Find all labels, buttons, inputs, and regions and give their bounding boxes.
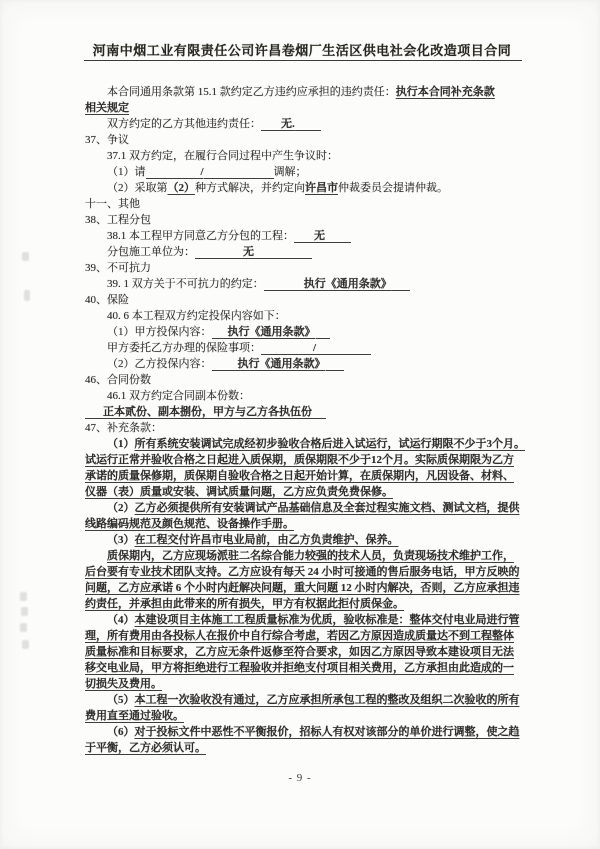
text-segment: 线路编码规范及颜色规范、设备操作手册。 [85,518,294,530]
document-line [85,660,527,676]
scan-artifact [24,290,30,301]
text-segment: 许昌市 [305,182,338,194]
text-segment: 执行《通用条款》 [303,278,392,290]
text-segment: 所有系统安装调试完成经初步验收合格后进入试运行，试运行期限不少于3个月。 [134,438,525,450]
blank-fill-line [316,328,330,339]
blank-fill-line [195,248,243,259]
blank-fill-line [312,408,326,419]
text-segment: （1） [107,438,135,450]
text-segment: 无 [243,246,254,258]
document-line [85,452,527,468]
document-line [85,84,527,100]
blank-fill-line [264,280,304,291]
text-segment: 执行本合同补充条款 [395,86,495,98]
text-segment: 37、争议 [85,134,129,146]
text-segment: / [313,342,317,354]
text-segment: / [200,166,204,178]
text-segment: 移交电业局，甲方将拒绝进行工程验收并拒绝支付项目相关费用，乙方承担由此造成的一 [85,662,514,674]
text-segment: 在工程交付许昌市电业局前，由乙方负责维护、保养。 [134,534,399,546]
scan-artifact [20,592,27,601]
text-segment: （1）甲方投保内容： [107,326,212,338]
document-line [85,740,527,756]
text-segment: 正本贰份、副本捌份，甲方与乙方各执伍份 [103,406,312,418]
document-line [85,276,527,292]
text-segment: 分包施工单位为： [107,246,195,258]
text-segment: 对于投标文件中恶性不平衡报价，招标人有权对该部分的单价进行调整，使之趋 [134,726,520,738]
blank-fill-line [261,344,313,355]
text-segment: 38.1 本工程甲方同意乙方分包的工程： [107,230,294,242]
blank-fill-line [146,168,201,179]
blank-fill-line [254,248,312,259]
blank-fill-line [204,168,274,179]
document-line [85,244,527,260]
text-segment: 执行《通用条款》 [237,358,326,370]
text-segment: （3） [107,534,135,546]
document-line [85,116,527,132]
blank-fill-line [294,232,314,243]
blank-fill-line [261,120,281,131]
text-segment: （5） [107,694,135,706]
document-body [85,84,527,756]
text-segment: 质量标准和目标要求，乙方应无条件返修至符合要求，如因乙方原因导致本建设项目无法 [85,646,514,658]
blank-fill-line [316,344,371,355]
page-title: 河南中烟工业有限责任公司许昌卷烟厂生活区供电社会化改造项目合同 [92,43,512,58]
text-segment: 37.1 双方约定，在履行合同过程中产生争议时： [107,150,338,162]
document-line [85,292,527,308]
text-segment: 甲方委托乙方办理的保险事项： [107,342,261,354]
document-line [85,612,527,628]
text-segment: 问题，乙方应承诺 6 个小时内赶解决问题，重大问题 12 小时内解决，否则，乙方应承担违 [85,582,520,594]
document-line [85,420,527,436]
document-line [85,596,527,612]
text-segment: （2）采取第 [107,182,168,194]
document-line [85,212,527,228]
text-segment: 调解； [273,166,307,178]
document-line [85,260,527,276]
text-segment: 46.1 双方约定合同副本份数： [107,390,250,402]
document-line [85,564,527,580]
text-segment: 切损失及费用。 [85,678,162,690]
document-line [85,372,527,388]
text-segment: 相关规定 [85,102,129,114]
text-segment: 后台要有专业技术团队支持。乙方应设有每天 24 小时可接通的售后服务电话，甲方反映的 [85,566,520,578]
document-line [85,340,527,356]
text-segment: 费用直至通过验收。 [85,710,184,722]
document-line [85,676,527,692]
text-segment: 承诺的质量保修期，质保期自验收合格之日起开始计算，在质保期内，凡因设备、材料、 [85,470,514,482]
document-line [85,100,527,116]
document-line [85,708,527,724]
document-line [85,196,527,212]
document-line [85,692,527,708]
text-segment: 38、工程分包 [85,214,151,226]
text-segment: （2）乙方投保内容： [107,358,212,370]
document-line [85,388,527,404]
text-segment: 约责任，并承担由此带来的所有损失，甲方有权据此拒付质保金。 [85,598,404,610]
text-segment: 39. 1 双方关于不可抗力的约定： [107,278,264,290]
text-segment: 仪器（表）质量或安装、调试质量问题，乙方应负责免费保修。 [85,486,393,498]
document-line [85,644,527,660]
text-segment: 本合同通用条款第 15.1 款约定乙方违约应承担的违约责任： [107,86,396,98]
blank-fill-line [325,232,351,243]
document-line [85,308,527,324]
text-segment: 于平衡，乙方必须认可。 [85,742,206,754]
text-segment: 质保期内，乙方应现场派驻二名综合能力较强的技术人员，负责现场技术维护工作， [107,550,514,562]
title-divider [84,60,522,61]
document-line [85,532,527,548]
document-line [85,628,527,644]
document-line [85,484,527,500]
blank-fill-line [212,328,228,339]
text-segment: 40. 6 本工程双方约定投保内容如下： [107,310,286,322]
text-segment: （2） [167,182,195,194]
text-segment: 47、补充条款： [85,422,162,434]
text-segment: 无 [314,230,325,242]
blank-fill-line [295,120,321,131]
document-line [85,404,527,420]
text-segment: 本工程一次验收没有通过，乙方应承担所承包工程的整改及组织二次验收的所有 [134,694,520,706]
blank-fill-line [392,280,410,291]
text-segment: （1）请 [107,166,146,178]
page-number: - 9 - [288,772,312,784]
text-segment: （6） [107,726,135,738]
blank-fill-line [85,408,103,419]
document-line [85,580,527,596]
document-line [85,500,527,516]
text-segment: 乙方必须提供所有安装调试产品基础信息及全套过程实施文档、测试文档，提供 [134,502,520,514]
document-line [85,164,527,180]
blank-fill-line [212,360,238,371]
document-line [85,180,527,196]
text-segment: 十一、其他 [85,198,140,210]
text-segment: 试运行正常并验收合格之日起进入质保期，质保期限不少于12个月。实际质保期限为乙方 [85,454,514,466]
text-segment: 双方约定的乙方其他违约责任： [107,118,261,130]
text-segment: 40、保险 [85,294,129,306]
document-line [85,148,527,164]
text-segment: 仲裁委员会提请仲裁。 [338,182,448,194]
text-segment: 无. [281,118,295,130]
scan-artifact [22,252,29,261]
document-line [85,548,527,564]
document-line [85,516,527,532]
document-line [85,228,527,244]
document-line [85,468,527,484]
text-segment: 本建设项目主体施工工程质量标准为优质，验收标准是：整体交付电业局进行管 [134,614,520,626]
document-line [85,436,527,452]
text-segment: 种方式解决，并约定向 [195,182,305,194]
text-segment: 理，所有费用由各投标人在报价中自行综合考虑，若因乙方原因造成质量达不到工程整体 [85,630,514,642]
blank-fill-line [326,360,344,371]
document-line [85,132,527,148]
text-segment: 执行《通用条款》 [227,326,316,338]
document-line [85,324,527,340]
text-segment: （4） [107,614,135,626]
text-segment: 39、不可抗力 [85,262,151,274]
text-segment: 46、合同份数 [85,374,151,386]
document-line [85,724,527,740]
text-segment: （2） [107,502,135,514]
document-line [85,356,527,372]
